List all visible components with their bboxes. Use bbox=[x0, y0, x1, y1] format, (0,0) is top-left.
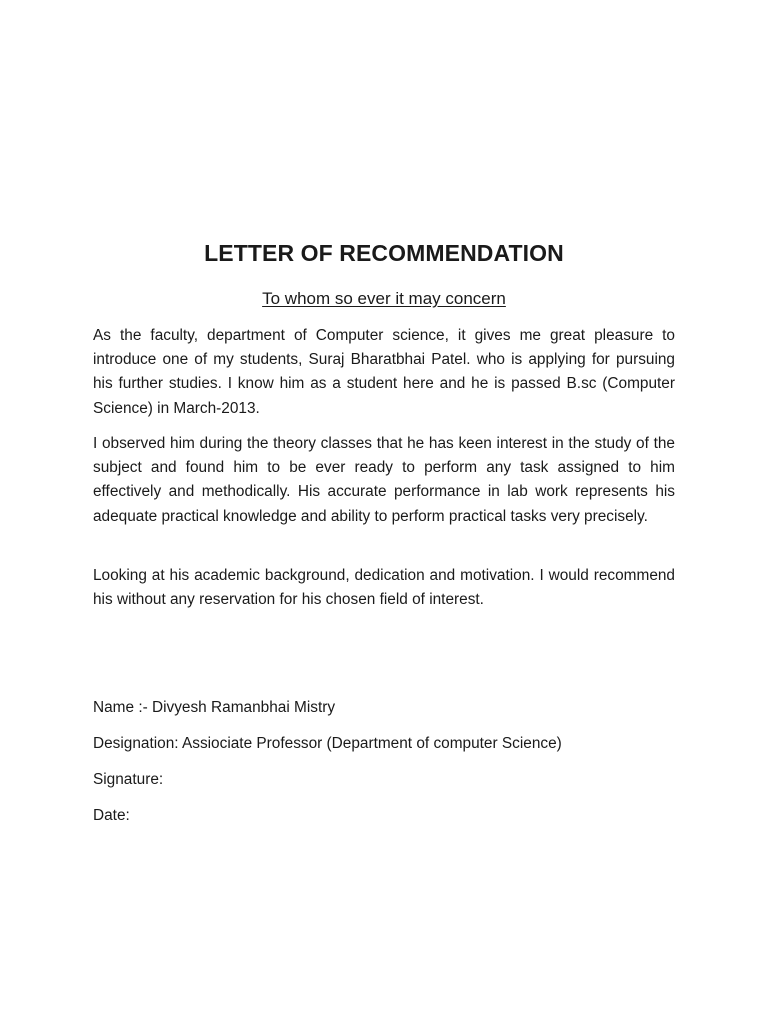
signatory-name: Name :- Divyesh Ramanbhai Mistry bbox=[93, 699, 336, 716]
page-title: LETTER OF RECOMMENDATION bbox=[204, 240, 564, 266]
body-paragraph-2: I observed him during the theory classes that he has keen interest in the study of the subject and found him to be ever ready to perform any task assigned to him effectively and methodically. His accurate performance in lab work represents his adequate practical knowledge and ability to perform practical tasks very precisely. bbox=[93, 435, 675, 525]
signatory-designation: Designation: Assiociate Professor (Department of computer Science) bbox=[93, 735, 562, 752]
date-label: Date: bbox=[93, 807, 130, 824]
body-paragraph-1: As the faculty, department of Computer science, it gives me great pleasure to introduce one of my students, Suraj Bharatbhai Patel. who is applying for pursuing his further studies. I know him as a student here and he is passed B.sc (Computer Science) in March-2013. bbox=[93, 327, 675, 417]
letter-page bbox=[93, 0, 675, 1024]
salutation: To whom so ever it may concern bbox=[262, 289, 506, 308]
signature-label: Signature: bbox=[93, 771, 164, 788]
body-paragraph-3: Looking at his academic background, dedication and motivation. I would recommend his without any reservation for his chosen field of interest. bbox=[93, 567, 675, 609]
